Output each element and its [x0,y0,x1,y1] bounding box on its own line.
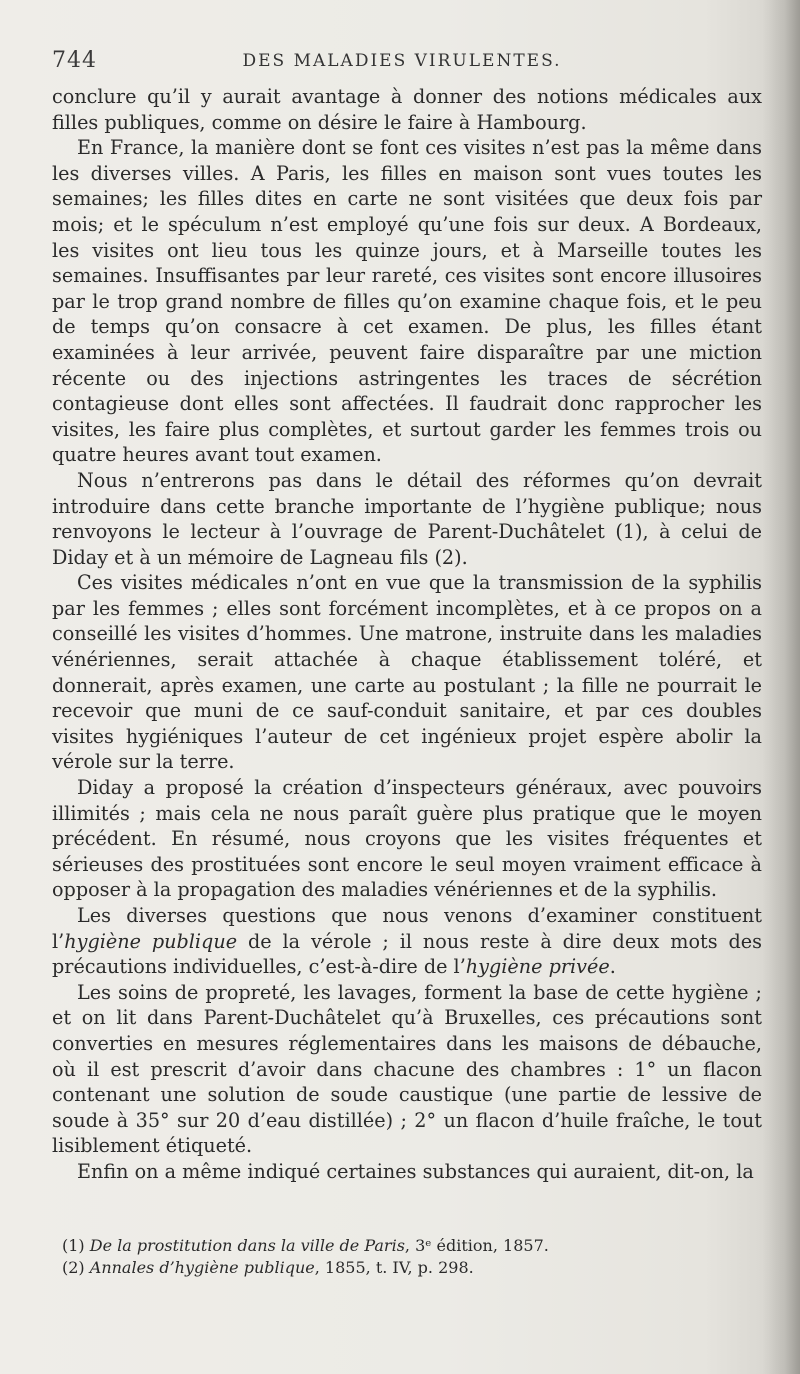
hygiene-privee-term: hygiène privée [465,955,610,979]
footnote-number: (2) [62,1258,85,1277]
paragraph-cleanliness: Les soins de propreté, les lavages, forment la base de cette hygiène ; et on lit dans Parent-Duchâtelet qu’à Bruxelles, ces précautions sont converties en mesures réglementaires dans les maisons de débauche, où il est prescrit d’avoir dans chacune des chambres : 1° un flacon contenant une solution de soude caustique (une partie de lessive de soude à 35° sur 20 d’eau distillée) ; 2° un flacon d’huile fraîche, le tout lisiblement étiqueté. [52,980,762,1158]
footnote-work-title: Annales d’hygiène publique [89,1258,315,1277]
paragraph-hygiene-text-2: de la vérole ; il nous reste à dire deux mots des précautions individuelles, c’est-à-dire de l’ [52,929,762,979]
paragraph-substances: Enfin on a même indiqué certaines substances qui auraient, dit-on, la [77,1159,754,1183]
footnote-1 [62,1235,762,1257]
paragraph-inspectors: Diday a proposé la création d’inspecteurs généraux, avec pouvoirs illimités ; mais cela ne nous paraît guère plus pratique que le moyen précédent. En résumé, nous croyons que les visites fréquentes et sérieuses des prostituées sont encore le seul moyen vraiment efficace à opposer à la propagation des maladies vénériennes et de la syphilis. [52,776,762,902]
footnote-2 [62,1257,762,1279]
footnote-number: (1) [62,1236,85,1255]
page-header [52,48,752,78]
paragraph-reforms: Nous n’entrerons pas dans le détail des réformes qu’on devrait introduire dans cette branche importante de l’hygiène publique; nous renvoyons le lecteur à l’ouvrage de Parent-Duchâtelet (1), à celui de Diday et à un mémoire de Lagneau fils (2). [52,468,762,569]
footnote-work-title: De la prostitution dans la ville de Paris [89,1236,405,1255]
paragraph-hygiene-text-3: . [609,955,616,979]
page-gutter-shadow [762,0,800,1374]
body-text [52,84,762,1185]
page-number: 744 [52,48,97,73]
paragraph-hygiene [52,903,762,980]
paragraph-visits-in-france: En France, la manière dont se font ces visites n’est pas la même dans les diverses villes. A Paris, les filles en maison sont vues toutes les semaines; les filles dites en carte ne sont visitées que deux fois par mois; et le spéculum n’est employé qu’une fois sur deux. A Bordeaux, les visites ont lieu tous les quinze jours, et à Marseille toutes les semaines. Insuffisantes par leur rareté, ces visites sont encore illusoires par le trop grand nombre de filles qu’on examine chaque fois, et le peu de temps qu’on consacre à cet examen. De plus, les filles étant examinées à leur arrivée, peuvent faire disparaître par une miction récente ou des injections astringentes les traces de sécrétion contagieuse dont elles sont affectées. Il faudrait donc rapprocher les visites, les faire plus complètes, et surtout garder les femmes trois ou quatre heures avant tout examen. [52,136,762,467]
footnote-details: , 3ᵉ édition, 1857. [404,1236,549,1255]
paragraph-hygiene-text-1: Les diverses questions que nous venons d’examiner constituent l’ [52,904,762,953]
footnotes [62,1235,762,1279]
paragraph-visits-of-men: Ces visites médicales n’ont en vue que la transmission de la syphilis par les femmes ; elles sont forcément incomplètes, et à ce propos on a conseillé les visites d’hommes. Une matrone, instruite dans les maladies vénériennes, serait attachée à chaque établissement toléré, et donnerait, après examen, une carte au postulant ; la fille ne pourrait le recevoir que muni de ce sauf-conduit sanitaire, et par ces doubles visites hygiéniques l’auteur de cet ingénieux projet espère abolir la vérole sur la terre. [52,571,762,774]
hygiene-publique-term: hygiène publique [64,929,238,953]
running-title: DES MALADIES VIRULENTES. [242,51,562,71]
paragraph-continuation: conclure qu’il y aurait avantage à donner des notions médicales aux filles publiques, comme on désire le faire à Hambourg. [52,85,762,134]
footnote-details: , 1855, t. IV, p. 298. [314,1258,474,1277]
